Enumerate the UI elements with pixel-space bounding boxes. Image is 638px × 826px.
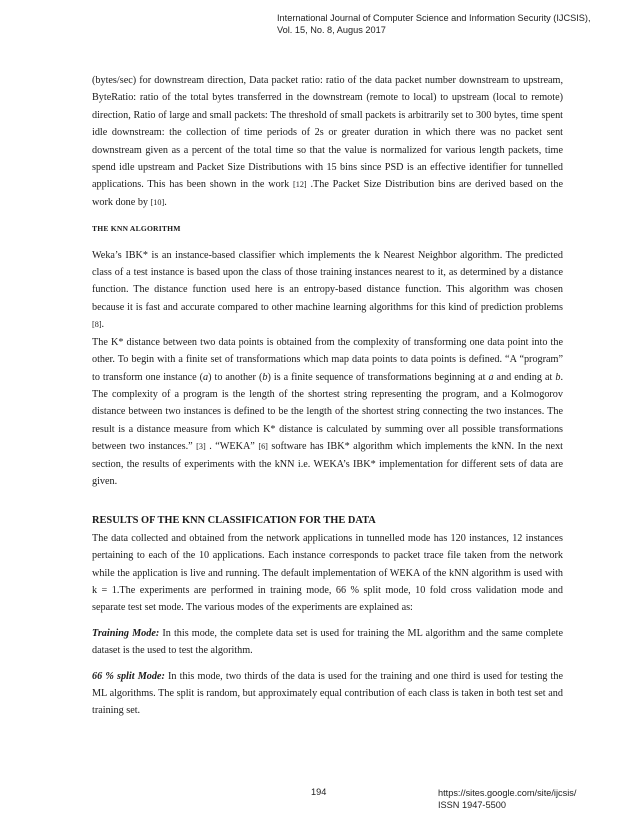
mode-label: Training Mode: bbox=[92, 627, 160, 639]
issn: ISSN 1947-5500 bbox=[438, 800, 506, 810]
paragraph-features: (bytes/sec) for downstream direction, Data packet ratio: ratio of the data packet number downstream to upstream, ByteRatio: ratio of the total bytes transferred in the downstream (remote to local) to upstream (local to remote) direction, Ratio of large and small packets: The threshold of small packets is arbitrarily set to 300 bytes, time spent idle downstream: the collection of time periods of 2s or greater duration in which there was no packet sent downstream given as a percent of the total time so that the value is normalized for various length packets, time spend idle upstream and Packet Size Distributions with 15 bins since PSD is an effective identifier for tunnelled applications. This has been shown in the work [12] .The Packet Size Distribution bins are derived based on the work done by [10]. bbox=[92, 75, 564, 208]
paragraph-split-mode: 66 % split Mode: In this mode, two thirds of the data is used for the training and one third is used for testing the ML algorithms. The split is random, but approximately equal contribution of each class is taken in both test set and training set. bbox=[92, 670, 563, 717]
section-heading-results: RESULTS OF THE KNN CLASSIFICATION FOR THE DATA bbox=[92, 515, 376, 527]
journal-url[interactable]: https://sites.google.com/site/ijcsis/ bbox=[438, 788, 577, 798]
paragraph-data-description: The data collected and obtained from the network applications in tunnelled mode has 120 instances, 12 instances pertaining to each of the 10 applications. Each instance corresponds to packet trace file taken from the network while the application is live and running. The default implementation of WEKA of the kNN algorithm is used with k = 1.The experiments are performed in training mode, 66 % split mode, 10 fold cross validation mode and separate test set mode. The various modes of the experiments are explained as: bbox=[92, 532, 563, 614]
running-header bbox=[277, 12, 617, 36]
paragraph-kstar-distance: The K* distance between two data points is obtained from the complexity of transforming one data point into the other. To begin with a finite set of transformations which map data points to data points is defined. “A “program” to transform one instance (a) to another (b) is a finite sequence of transformations beginning at a and ending at b. The complexity of a program is the length of the shortest string representing the program, and a Kolmogorov distance between two instances is defined to be the length of the shortest string connecting the two instances. The result is a distance measure from which K* distance is calculated by summing over all possible transformations between two instances.” [3] . “WEKA” [6] software has IBK* algorithm which implements the kNN. In the next section, the results of experiments with the kNN i.e. WEKA’s IBK* implementation for different sets of data are given. bbox=[92, 336, 563, 487]
citation[interactable]: [12] bbox=[293, 180, 307, 190]
citation[interactable]: [6] bbox=[258, 442, 268, 452]
paragraph-ibk: Weka’s IBK* is an instance-based classifier which implements the k Nearest Neighbor algorithm. The predicted class of a test instance is based upon the class of those training instances nearest to it, as determined by a distance function. The distance function used here is an entropy-based distance function. This algorithm was chosen because it is fast and accurate compared to other machine learning algorithms for this kind of prediction problems [8]. bbox=[92, 249, 563, 331]
citation[interactable]: [8] bbox=[92, 320, 102, 330]
journal-volume: Vol. 15, No. 8, Augus 2017 bbox=[277, 25, 386, 35]
footer-info bbox=[438, 787, 628, 811]
section-heading-knn: THE KNN ALGORITHM bbox=[92, 224, 181, 234]
mode-label: 66 % split Mode: bbox=[92, 670, 165, 682]
citation[interactable]: [3] bbox=[196, 442, 206, 452]
body-text bbox=[92, 72, 563, 720]
paragraph-training-mode: Training Mode: In this mode, the complete data set is used for training the ML algorithm and the same complete dataset is the used to test the algorithm. bbox=[92, 627, 564, 657]
journal-name: International Journal of Computer Science and Information Security (IJCSIS), bbox=[277, 13, 591, 23]
citation[interactable]: [10] bbox=[150, 197, 165, 207]
page-number: 194 bbox=[311, 787, 327, 797]
